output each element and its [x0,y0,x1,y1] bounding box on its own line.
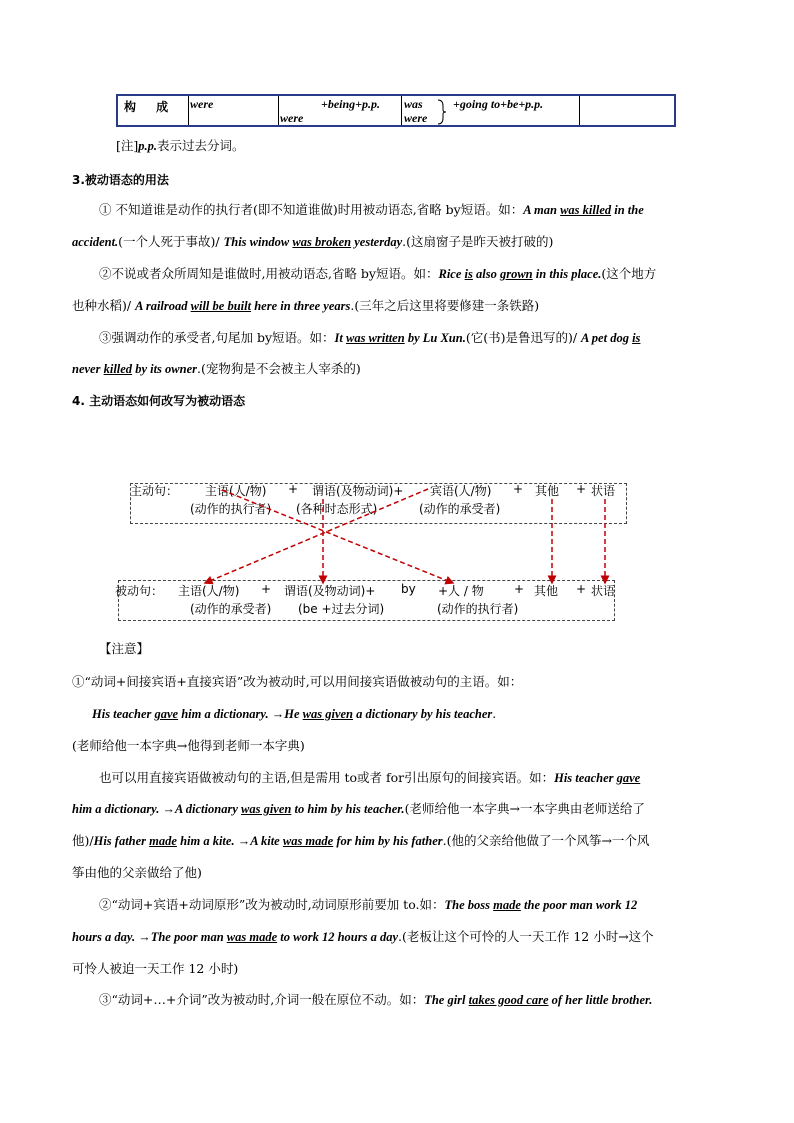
paragraph: (老师给他一本字典→他得到老师一本字典) [72,738,305,753]
brace-icon [436,98,448,126]
arrow-object-to-subject [205,489,428,583]
arrow-subject-to-agent [222,490,453,583]
paragraph: hours a day. →The poor man was made to work 12 hours a day.(老板让这个可怜的人一天工作 12 小时→这个 [72,929,654,944]
table-divider [188,96,189,125]
active-sub: (动作的执行者) [190,502,272,516]
paragraph: 也种水稻)/ A railroad will be built here in three years.(三年之后这里将要修建一条铁路) [72,298,540,313]
active-label: 主动句： [130,484,179,498]
active-subject: 主语(人/物) [205,484,267,498]
passive-sub: (动作的承受者) [190,602,272,616]
active-adverbial: 状语 [591,484,616,498]
paragraph: accident.(一个人死于事故)/ This window was broken yesterday.(这扇窗子是昨天被打破的) [72,234,554,249]
passive-verb: 谓语(及物动词)+ [284,584,376,598]
paragraph: His teacher gave him a dictionary. →He was given a dictionary by his teacher. [92,706,497,721]
active-object: 宾语(人/物) [430,484,492,498]
table-cell: was [404,97,423,111]
table-cell: were [280,111,304,125]
conversion-arrows [110,475,640,625]
plus: + [513,482,524,496]
passive-subject: 主语(人/物) [178,584,240,598]
paragraph: 也可以用直接宾语做被动句的主语,但是需用 to或者 for引出原句的间接宾语。如：His teacher gave [99,770,641,785]
table-label: 构 成 [124,100,177,114]
tense-table [116,94,676,127]
passive-sub: (动作的执行者) [437,602,519,616]
active-sub: (动作的承受者) [419,502,501,516]
active-sub: (各种时态形式) [296,502,378,516]
passive-label: 被动句： [115,584,164,598]
paragraph: ③“动词+…+介词”改为被动时,介词一般在原位不动。如：The girl takes good care of her little brother. [99,992,653,1007]
section-title: 4. 主动语态如何改写为被动语态 [72,394,246,408]
paragraph: ②“动词+宾语+动词原形”改为被动时,动词原形前要加 to.如：The boss made the poor man work 12 [99,897,638,912]
paragraph: ①“动词+间接宾语+直接宾语”改为被动时,可以用间接宾语做被动句的主语。如： [72,674,523,689]
passive-agent: +人 / 物 [438,584,484,598]
passive-by: by [401,582,416,596]
note-line: [注]p.p.表示过去分词。 [116,138,245,153]
table-divider [278,96,279,125]
paragraph: ②不说或者众所周知是谁做时,用被动语态,省略 by短语。如：Rice is also grown in this place.(这个地方 [99,266,657,281]
plus: + [576,582,587,596]
section-title: 3.被动语态的用法 [72,173,169,187]
plus: + [576,482,587,496]
active-other: 其他 [535,484,560,498]
paragraph: him a dictionary. →A dictionary was given to him by his teacher.(老师给他一本字典→一本字典由老师送给了 [72,801,645,816]
paragraph: 可怜人被迫一天工作 12 小时) [72,961,239,976]
table-cell: +going to+be+p.p. [453,97,544,111]
notice-title: 【注意】 [99,641,150,656]
table-cell: were [190,97,214,111]
plus: + [261,582,272,596]
active-verb: 谓语(及物动词)+ [312,484,404,498]
plus: + [514,582,525,596]
passive-adverbial: 状语 [591,584,616,598]
paragraph: ① 不知道谁是动作的执行者(即不知道谁做)时用被动语态,省略 by短语。如：A man was killed in the [99,202,644,217]
paragraph: 他)/His father made him a kite. →A kite was made for him by his father.(他的父亲给他做了一个风筝→一个风 [72,833,650,848]
passive-sub: (be +过去分词) [298,602,385,616]
plus: + [288,482,299,496]
table-divider [401,96,402,125]
paragraph: never killed by its owner.(宠物狗是不会被主人宰杀的) [72,361,361,376]
passive-other: 其他 [534,584,559,598]
table-cell: +being+p.p. [321,97,381,111]
conversion-diagram [110,475,640,625]
paragraph: 筝由他的父亲做给了他) [72,865,202,880]
paragraph: ③强调动作的承受者,句尾加 by短语。如：It was written by Lu Xun.(它(书)是鲁迅写的)/ A pet dog is [99,330,641,345]
table-divider [579,96,580,125]
table-cell: were [404,111,428,125]
